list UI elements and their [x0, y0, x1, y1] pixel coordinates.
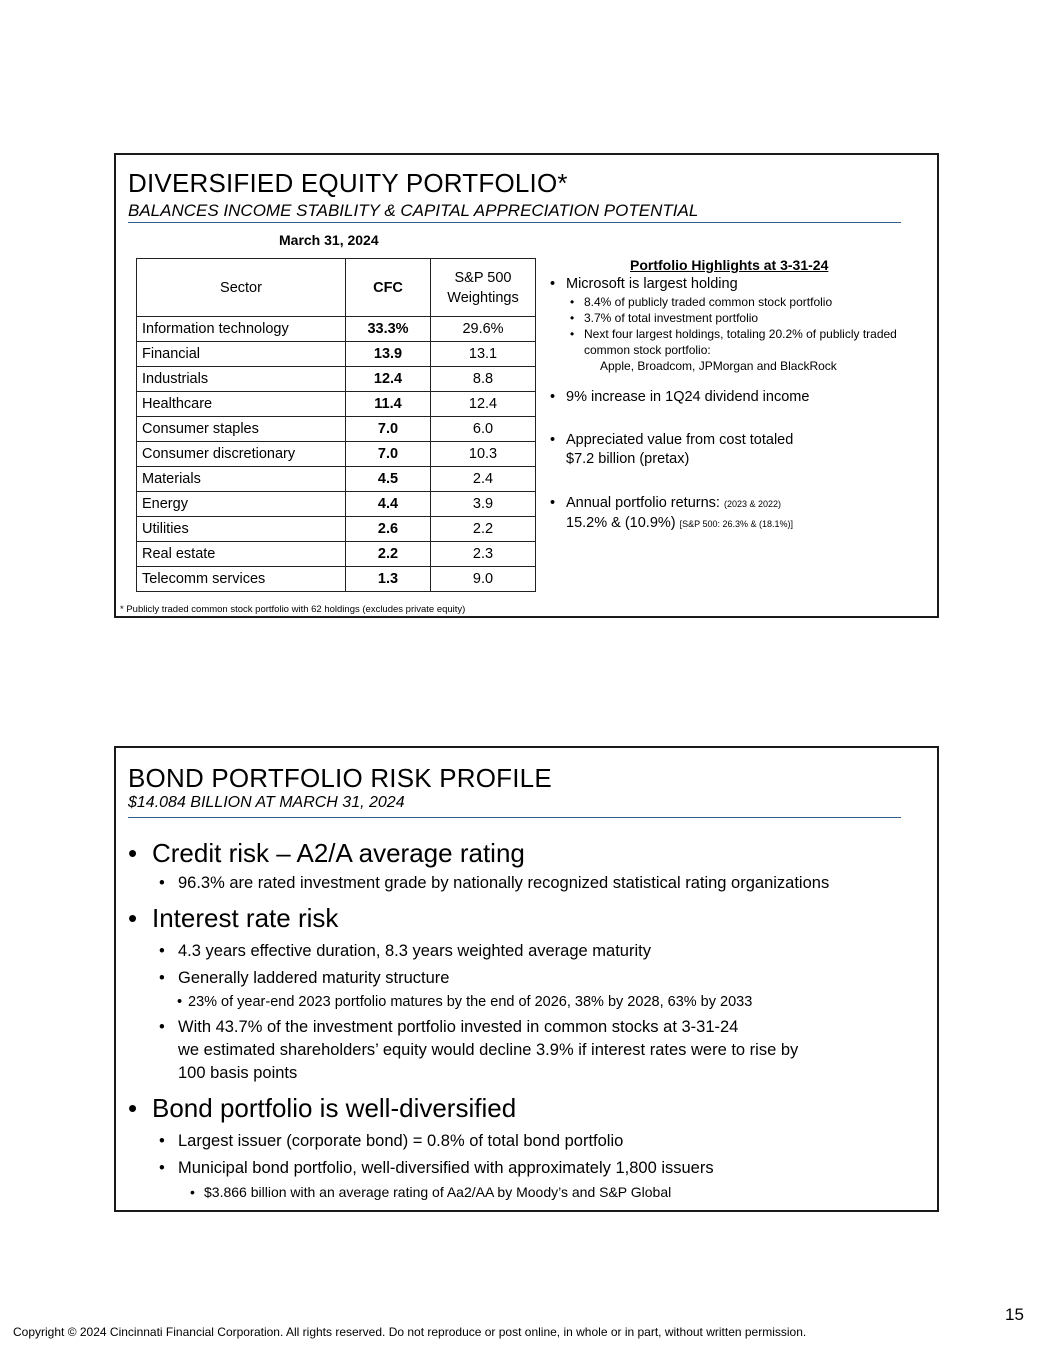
cell-cfc: 4.5 [346, 467, 431, 492]
title-divider [128, 817, 901, 818]
returns-label: Annual portfolio returns: [566, 495, 720, 511]
cell-sector: Consumer staples [137, 417, 346, 442]
cell-sp500: 2.4 [431, 467, 536, 492]
duration-text: 4.3 years effective duration, 8.3 years weighted average maturity [178, 942, 651, 960]
table-date: March 31, 2024 [279, 232, 379, 248]
municipal-text: Municipal bond portfolio, well-diversified with approximately 1,800 issuers [178, 1159, 714, 1177]
cell-sector: Real estate [137, 542, 346, 567]
cell-sector: Telecomm services [137, 567, 346, 592]
bullet-laddered-sub: • 23% of year-end 2023 portfolio matures by the end of 2026, 38% by 2028, 63% by 2033 [177, 994, 753, 1010]
page-number: 15 [1005, 1305, 1024, 1324]
table-row [137, 442, 536, 467]
highlight-bullet: • 9% increase in 1Q24 dividend income [548, 388, 938, 407]
cell-cfc: 13.9 [346, 342, 431, 367]
bullet-credit-risk: • Credit risk – A2/A average rating [128, 838, 525, 868]
cell-sp500: 6.0 [431, 417, 536, 442]
cell-cfc: 12.4 [346, 367, 431, 392]
bullet-duration: • 4.3 years effective duration, 8.3 years weighted average maturity [159, 940, 651, 963]
cell-sp500: 9.0 [431, 567, 536, 592]
diversified-text: Bond portfolio is well-diversified [152, 1093, 517, 1123]
municipal-sub-text: $3.866 billion with an average rating of Aa2/AA by Moody’s and S&P Global [204, 1184, 672, 1200]
top-holdings-names: Apple, Broadcom, JPMorgan and BlackRock [600, 359, 837, 373]
bullet-credit-sub: • 96.3% are rated investment grade by nationally recognized statistical rating organizations [159, 872, 829, 895]
title-divider [128, 222, 901, 223]
table-row [137, 467, 536, 492]
laddered-sub-text: 23% of year-end 2023 portfolio matures by the end of 2026, 38% by 2028, 63% by 2033 [188, 994, 753, 1010]
cell-cfc: 7.0 [346, 417, 431, 442]
cell-sp500: 8.8 [431, 367, 536, 392]
highlight-returns [548, 494, 938, 534]
highlight-sub-bullet: • Next four largest holdings, totaling 20.2% of publicly traded common stock portfolio: [548, 326, 938, 358]
table-row [137, 492, 536, 517]
laddered-text: Generally laddered maturity structure [178, 969, 450, 987]
cell-cfc: 4.4 [346, 492, 431, 517]
table-row [137, 342, 536, 367]
table-row [137, 542, 536, 567]
highlight-sub-bullet: • 3.7% of total investment portfolio [548, 310, 938, 326]
cell-sector: Energy [137, 492, 346, 517]
cell-sp500: 2.2 [431, 517, 536, 542]
bullet-municipal-sub: • $3.866 billion with an average rating of Aa2/AA by Moody’s and S&P Global [190, 1184, 672, 1200]
interest-risk-text: Interest rate risk [152, 903, 339, 933]
table-row [137, 317, 536, 342]
bullet-equity-sensitivity: • With 43.7% of the investment portfolio invested in common stocks at 3-31-24 we estimated shareholders’ equity would decline 3.9% if interest rates were to rise by 100 basis points [159, 1016, 798, 1085]
bullet-laddered: • Generally laddered maturity structure [159, 967, 449, 990]
returns-years: (2023 & 2022) [723, 499, 782, 509]
appreciated-line2: $7.2 billion (pretax) [566, 451, 690, 467]
table-header-row [137, 259, 536, 317]
highlight-bullet [548, 431, 938, 469]
copyright-notice: Copyright © 2024 Cincinnati Financial Corporation. All rights reserved. Do not reproduce or post online, in whole or in part, without written permission. [13, 1325, 807, 1339]
table-row [137, 417, 536, 442]
cell-sector: Industrials [137, 367, 346, 392]
highlights-title: Portfolio Highlights at 3-31-24 [630, 257, 829, 273]
header-sp500-line1: S&P 500 [454, 269, 512, 286]
bullet-municipal: • Municipal bond portfolio, well-diversified with approximately 1,800 issuers [159, 1157, 714, 1180]
highlight-microsoft [548, 275, 938, 374]
header-sp500 [431, 259, 536, 317]
credit-risk-text: Credit risk – A2/A average rating [152, 838, 525, 868]
cell-sector: Information technology [137, 317, 346, 342]
equity-slide-subtitle: BALANCES INCOME STABILITY & CAPITAL APPRECIATION POTENTIAL [128, 201, 699, 220]
highlight-appreciated [548, 431, 938, 469]
sector-weightings-table [136, 258, 536, 592]
table-row [137, 567, 536, 592]
table-row [137, 517, 536, 542]
cell-sector: Healthcare [137, 392, 346, 417]
cell-cfc: 7.0 [346, 442, 431, 467]
cell-cfc: 2.2 [346, 542, 431, 567]
equity-slide-title: DIVERSIFIED EQUITY PORTFOLIO* [128, 168, 568, 198]
largest-issuer-text: Largest issuer (corporate bond) = 0.8% of total bond portfolio [178, 1132, 624, 1150]
cell-sp500: 2.3 [431, 542, 536, 567]
cell-sp500: 29.6% [431, 317, 536, 342]
bullet-diversified: • Bond portfolio is well-diversified [128, 1093, 517, 1123]
equity-sensitivity-line2: we estimated shareholders’ equity would decline 3.9% if interest rates were to rise by [178, 1041, 799, 1059]
header-sector: Sector [137, 259, 346, 317]
returns-values: 15.2% & (10.9%) [566, 515, 676, 531]
equity-footnote: * Publicly traded common stock portfolio with 62 holdings (excludes private equity) [120, 604, 466, 615]
highlight-bullet [548, 494, 938, 534]
cell-cfc: 2.6 [346, 517, 431, 542]
cell-sp500: 12.4 [431, 392, 536, 417]
bullet-interest-risk: • Interest rate risk [128, 903, 339, 933]
cell-sector: Financial [137, 342, 346, 367]
highlight-sub-bullet: • 8.4% of publicly traded common stock portfolio [548, 294, 938, 310]
cell-cfc: 33.3% [346, 317, 431, 342]
cell-cfc: 1.3 [346, 567, 431, 592]
bullet-largest-issuer: • Largest issuer (corporate bond) = 0.8% of total bond portfolio [159, 1130, 623, 1153]
bond-slide-subtitle: $14.084 BILLION AT MARCH 31, 2024 [128, 794, 405, 811]
equity-portfolio-slide [114, 153, 939, 618]
returns-sp500: [S&P 500: 26.3% & (18.1%)] [679, 519, 794, 529]
cell-sp500: 10.3 [431, 442, 536, 467]
table-row [137, 392, 536, 417]
header-sp500-line2: Weightings [447, 289, 519, 306]
cell-sector: Materials [137, 467, 346, 492]
header-cfc: CFC [346, 259, 431, 317]
highlight-dividend [548, 388, 938, 407]
appreciated-line1: Appreciated value from cost totaled [566, 432, 794, 448]
cell-sp500: 3.9 [431, 492, 536, 517]
bond-portfolio-slide [114, 746, 939, 1212]
bond-slide-title: BOND PORTFOLIO RISK PROFILE [128, 763, 552, 793]
credit-sub-text: 96.3% are rated investment grade by nationally recognized statistical rating organizations [178, 874, 830, 892]
cell-sector: Consumer discretionary [137, 442, 346, 467]
cell-sector: Utilities [137, 517, 346, 542]
equity-sensitivity-line3: 100 basis points [178, 1064, 298, 1082]
highlight-bullet: • Microsoft is largest holding [548, 275, 938, 294]
table-row [137, 367, 536, 392]
cell-cfc: 11.4 [346, 392, 431, 417]
cell-sp500: 13.1 [431, 342, 536, 367]
equity-sensitivity-line1: With 43.7% of the investment portfolio invested in common stocks at 3-31-24 [178, 1018, 739, 1036]
